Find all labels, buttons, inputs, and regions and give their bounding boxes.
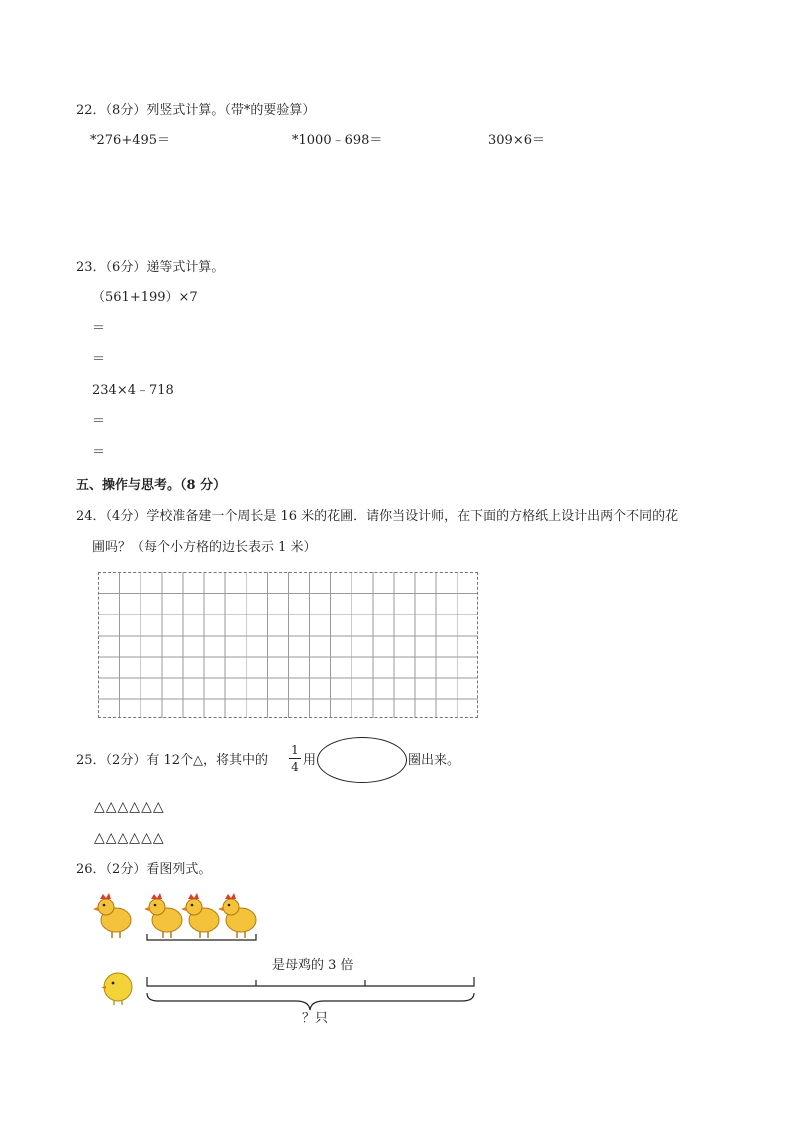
- q22-title: 22．（8分）列竖式计算。（带*的要验算）: [76, 103, 316, 118]
- label-question-count: ？只: [302, 1011, 329, 1026]
- segment-line: [146, 976, 476, 992]
- q23-eq1: ＝: [92, 321, 106, 336]
- hen-icon: [145, 890, 185, 940]
- q22-expr2: *1000﹣698＝: [292, 133, 383, 148]
- fraction-denominator: 4: [291, 760, 299, 774]
- hen-icon: [219, 890, 259, 940]
- q22-expr3: 309×6＝: [488, 133, 545, 148]
- triangle-row-1: △△△△△△: [94, 799, 165, 815]
- q23-eq3: ＝: [92, 414, 106, 429]
- label-times-three: 是母鸡的 3 倍: [272, 958, 354, 973]
- triangle-row-2: △△△△△△: [94, 830, 165, 846]
- hen-icon: [94, 890, 134, 940]
- q25-prefix: 25．（2分）有 12个△，将其中的: [76, 753, 268, 768]
- fraction-bar: [289, 758, 301, 759]
- q22-expr1: *276+495＝: [90, 133, 171, 148]
- q23-eq2: ＝: [92, 352, 106, 367]
- q23-title: 23．（6分）递等式计算。: [76, 260, 225, 275]
- q25-suffix: 圈出来。: [408, 753, 461, 768]
- hen-bracket: [146, 934, 266, 944]
- q23-expr2: 234×4﹣718: [92, 383, 174, 398]
- square-grid-paper: [98, 572, 478, 718]
- q23-expr1: （561+199）×7: [92, 290, 198, 305]
- q25-mid: 用: [303, 753, 317, 768]
- q24-line1: 24．（4分）学校准备建一个周长是 16 米的花圃．请你当设计师，在下面的方格纸上设计出两个不同的花: [76, 509, 679, 524]
- q26-title: 26．（2分）看图列式。: [76, 862, 212, 877]
- section5-title: 五、操作与思考。（8 分）: [76, 478, 227, 493]
- fraction-one-quarter: [288, 743, 302, 774]
- q23-eq4: ＝: [92, 445, 106, 460]
- ellipse-shape: [317, 737, 407, 783]
- fraction-numerator: 1: [291, 743, 299, 757]
- q24-line2: 圃吗？（每个小方格的边长表示 1 米）: [92, 540, 317, 555]
- hen-icon: [182, 890, 222, 940]
- chick-icon: [100, 966, 136, 1006]
